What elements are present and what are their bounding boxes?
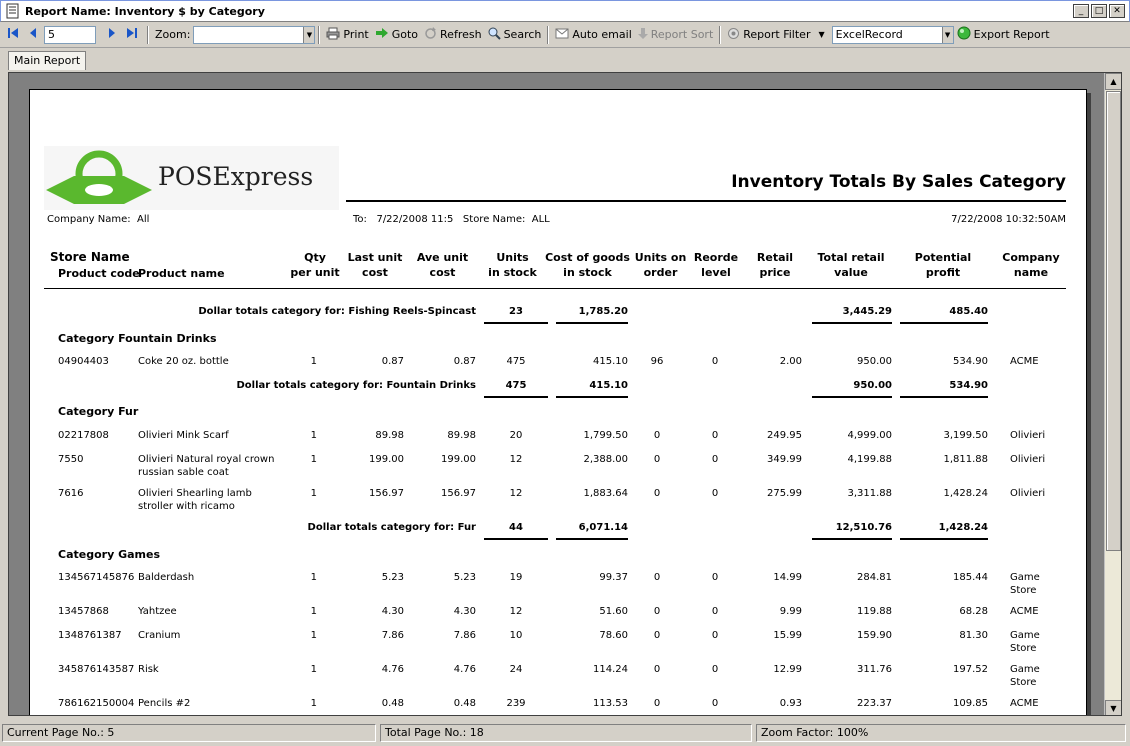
- logo-graphic-icon: [44, 146, 154, 210]
- total: 4,199.88: [847, 454, 892, 465]
- product-code: 134567145876: [58, 572, 135, 583]
- ave-cost: 4.76: [453, 664, 476, 675]
- filter-icon: [727, 27, 740, 43]
- retail: 9.99: [779, 606, 802, 617]
- cog: 114.24: [593, 664, 628, 675]
- report-sort-button[interactable]: [635, 24, 717, 46]
- auto-email-label: Auto email: [572, 28, 632, 41]
- window-title: Report Name: Inventory $ by Category: [25, 4, 265, 18]
- report-filter-label: Report Filter: [743, 28, 811, 41]
- toolbar: [0, 22, 1130, 48]
- product-code: 7616: [58, 488, 84, 499]
- auto-email-button[interactable]: [552, 24, 634, 46]
- category-heading: Category Fountain Drinks: [58, 332, 217, 345]
- retail: 15.99: [773, 630, 802, 641]
- search-label: Search: [503, 28, 542, 41]
- last-page-icon: [126, 27, 138, 42]
- product-code: 345876143587: [58, 664, 135, 675]
- profit: 197.52: [953, 664, 988, 675]
- company-filter: [47, 214, 149, 225]
- qty: 1: [310, 698, 317, 709]
- company-value: All: [136, 214, 150, 225]
- export-report-label: Export Report: [973, 28, 1050, 41]
- header-product-code: Product code: [58, 267, 140, 280]
- page-number-input[interactable]: [44, 26, 96, 44]
- company: Game: [1010, 664, 1040, 675]
- units: 475: [506, 356, 526, 367]
- to-value: 7/22/2008 11:5: [376, 214, 454, 225]
- units: 239: [506, 698, 526, 709]
- header-reorder: Reorde level: [693, 251, 739, 279]
- units: 20: [509, 430, 523, 441]
- cog: 1,799.50: [583, 430, 628, 441]
- total: 159.90: [857, 630, 892, 641]
- profit: 534.90: [953, 356, 988, 367]
- total: 4,999.00: [847, 430, 892, 441]
- total-profit: 534.90: [949, 380, 988, 391]
- printer-icon: [326, 27, 340, 43]
- scroll-down-icon[interactable]: ▼: [1105, 700, 1122, 716]
- zoom-factor-status: Zoom Factor: 100%: [756, 724, 1126, 742]
- company: ACME: [1010, 356, 1039, 367]
- units-order: 0: [653, 488, 661, 499]
- first-page-icon: [7, 27, 19, 42]
- chevron-down-icon: ▼: [942, 27, 953, 43]
- units-order: 0: [653, 664, 661, 675]
- last-cost: 4.76: [381, 664, 404, 675]
- cog: 2,388.00: [583, 454, 628, 465]
- product-code: 1348761387: [58, 630, 122, 641]
- qty: 1: [310, 356, 317, 367]
- total-retail: 3,445.29: [842, 306, 892, 317]
- sort-arrow-icon: [638, 27, 648, 43]
- report-title: Inventory Totals By Sales Category: [731, 172, 1066, 192]
- prev-page-icon: [28, 27, 38, 42]
- last-cost: 0.87: [381, 356, 404, 367]
- units: 24: [509, 664, 523, 675]
- export-format-select[interactable]: [832, 26, 954, 44]
- refresh-button[interactable]: [421, 24, 485, 46]
- next-page-button[interactable]: [104, 24, 123, 46]
- reorder: 0: [711, 488, 719, 499]
- qty: 1: [310, 488, 317, 499]
- total-retail: 950.00: [853, 380, 892, 391]
- tab-main-report[interactable]: Main Report: [8, 51, 86, 70]
- profit: 68.28: [959, 606, 988, 617]
- qty: 1: [310, 664, 317, 675]
- total-retail: 12,510.76: [835, 522, 892, 533]
- ave-cost: 0.48: [453, 698, 476, 709]
- profit: 1,811.88: [943, 454, 988, 465]
- qty: 1: [310, 606, 317, 617]
- title-bar: [0, 0, 1130, 22]
- units-order: 0: [653, 698, 661, 709]
- qty: 1: [310, 430, 317, 441]
- header-cost-goods: Cost of goods in stock: [545, 251, 630, 279]
- category-heading: Category Games: [58, 548, 160, 561]
- product-code: 02217808: [58, 430, 109, 441]
- minimize-button[interactable]: _: [1073, 4, 1089, 18]
- product-name: Cranium: [138, 630, 181, 641]
- ave-cost: 156.97: [441, 488, 476, 499]
- company: Olivieri: [1010, 454, 1046, 465]
- product-name: Yahtzee: [138, 606, 177, 617]
- reorder: 0: [711, 630, 719, 641]
- product-name: Coke 20 oz. bottle: [138, 356, 229, 367]
- units-order: 0: [653, 630, 661, 641]
- qty: 1: [310, 572, 317, 583]
- reorder: 0: [711, 606, 719, 617]
- units-order: 0: [653, 606, 661, 617]
- first-page-button[interactable]: [4, 24, 25, 46]
- product-name: Balderdash: [138, 572, 195, 583]
- units: 12: [509, 606, 523, 617]
- cog: 78.60: [599, 630, 628, 641]
- header-units-stock: Units in stock: [488, 251, 537, 279]
- header-total-retail: Total retail value: [817, 251, 885, 279]
- product-name: Risk: [138, 664, 159, 675]
- company: Olivieri: [1010, 430, 1046, 441]
- company: Game: [1010, 572, 1040, 583]
- report-sort-label: Report Sort: [650, 28, 714, 41]
- tab-strip: [0, 48, 1130, 70]
- goto-button[interactable]: [372, 24, 421, 46]
- units: 10: [509, 630, 523, 641]
- report-page: [29, 89, 1087, 716]
- last-cost: 5.23: [381, 572, 404, 583]
- report-filter-button[interactable]: [724, 24, 827, 46]
- search-button[interactable]: [485, 24, 545, 46]
- company-line2: Store: [1010, 585, 1037, 596]
- header-company: Company name: [1002, 251, 1060, 279]
- last-page-button[interactable]: [123, 24, 144, 46]
- export-report-button[interactable]: [954, 24, 1053, 46]
- total-profit: 1,428.24: [938, 522, 988, 533]
- units: 12: [509, 488, 523, 499]
- scroll-thumb[interactable]: [1106, 91, 1121, 551]
- last-cost: 89.98: [375, 430, 404, 441]
- total-label-fur: Dollar totals category for: Fur: [307, 522, 476, 533]
- logo-text: POSExpress: [158, 162, 314, 191]
- zoom-select[interactable]: [193, 26, 315, 44]
- total: 119.88: [857, 606, 892, 617]
- total-label-drinks: Dollar totals category for: Fountain Drinks: [236, 380, 476, 391]
- last-cost: 156.97: [369, 488, 404, 499]
- total-units: 44: [509, 522, 523, 533]
- green-orb-icon: [957, 26, 971, 43]
- header-ave-cost: Ave unit cost: [416, 251, 469, 279]
- total-cog: 415.10: [589, 380, 628, 391]
- total-cog: 1,785.20: [578, 306, 628, 317]
- ave-cost: 89.98: [447, 430, 476, 441]
- close-button[interactable]: ✕: [1109, 4, 1125, 18]
- retail: 12.99: [773, 664, 802, 675]
- qty: 1: [310, 630, 317, 641]
- product-name: Pencils #2: [138, 698, 191, 709]
- cog: 415.10: [593, 356, 628, 367]
- total: 223.37: [857, 698, 892, 709]
- units-order: 0: [653, 572, 661, 583]
- product-name: Olivieri Mink Scarf: [138, 430, 229, 441]
- reorder: 0: [711, 664, 719, 675]
- zoom-label: Zoom:: [155, 28, 191, 41]
- last-cost: 7.86: [381, 630, 404, 641]
- total: 3,311.88: [847, 488, 892, 499]
- cog: 113.53: [593, 698, 628, 709]
- arrow-right-icon: [375, 27, 389, 42]
- units-order: 0: [653, 430, 661, 441]
- ave-cost: 5.23: [453, 572, 476, 583]
- product-code: 04904403: [58, 356, 109, 367]
- product-name: Olivieri Natural royal crown: [138, 454, 275, 465]
- profit: 81.30: [959, 630, 988, 641]
- reorder: 0: [711, 430, 719, 441]
- total-units: 23: [509, 306, 523, 317]
- total: 284.81: [857, 572, 892, 583]
- printed-timestamp: 7/22/2008 10:32:50AM: [951, 214, 1066, 225]
- units-order: 96: [650, 356, 664, 367]
- print-button[interactable]: [323, 24, 371, 46]
- email-icon: [555, 28, 569, 42]
- units-order: 0: [653, 454, 661, 465]
- report-app-icon: [5, 3, 21, 19]
- profit: 3,199.50: [943, 430, 988, 441]
- total: 311.76: [857, 664, 892, 675]
- product-code: 7550: [58, 454, 84, 465]
- last-cost: 4.30: [381, 606, 404, 617]
- company-logo: [44, 146, 339, 210]
- retail: 275.99: [767, 488, 802, 499]
- chevron-down-icon: ▼: [303, 27, 314, 43]
- status-bar: [0, 722, 1130, 746]
- product-name: Olivieri Shearling lamb: [138, 488, 252, 499]
- ave-cost: 0.87: [453, 356, 476, 367]
- print-label: Print: [343, 28, 369, 41]
- product-code: 13457868: [58, 606, 109, 617]
- refresh-label: Refresh: [440, 28, 482, 41]
- total-label-spincast: Dollar totals category for: Fishing Reels-Spincast: [198, 306, 476, 317]
- report-viewer[interactable]: [8, 72, 1122, 716]
- header-store-name: Store Name: [50, 250, 130, 264]
- retail: 14.99: [773, 572, 802, 583]
- reorder: 0: [711, 356, 719, 367]
- reorder: 0: [711, 698, 719, 709]
- retail: 2.00: [779, 356, 802, 367]
- last-cost: 0.48: [381, 698, 404, 709]
- total-units: 475: [505, 380, 527, 391]
- total-profit: 485.40: [949, 306, 988, 317]
- company: ACME: [1010, 698, 1039, 709]
- scroll-up-icon[interactable]: ▲: [1105, 73, 1122, 90]
- vertical-scrollbar[interactable]: [1104, 73, 1121, 716]
- ave-cost: 7.86: [453, 630, 476, 641]
- company: Game: [1010, 630, 1040, 641]
- header-retail: Retail price: [756, 251, 794, 279]
- company: ACME: [1010, 606, 1039, 617]
- company-line2: Store: [1010, 677, 1037, 688]
- reorder: 0: [711, 572, 719, 583]
- header-profit: Potential profit: [914, 251, 972, 279]
- header-last-cost: Last unit cost: [347, 251, 403, 279]
- product-name-line2: stroller with ricamo: [138, 501, 235, 512]
- retail: 0.93: [779, 698, 802, 709]
- retail: 349.99: [767, 454, 802, 465]
- refresh-icon: [424, 27, 437, 43]
- reorder: 0: [711, 454, 719, 465]
- cog: 1,883.64: [583, 488, 628, 499]
- ave-cost: 4.30: [453, 606, 476, 617]
- company-line2: Store: [1010, 643, 1037, 654]
- cog: 51.60: [599, 606, 628, 617]
- qty: 1: [310, 454, 317, 465]
- store-value: ALL: [531, 214, 550, 225]
- export-format-value: ExcelRecord: [835, 27, 903, 41]
- current-page-status: Current Page No.: 5: [2, 724, 376, 742]
- retail: 249.95: [767, 430, 802, 441]
- header-units-order: Units on order: [634, 251, 687, 279]
- prev-page-button[interactable]: [25, 24, 44, 46]
- header-qty: Qty per unit: [290, 251, 340, 279]
- total-pages-status: Total Page No.: 18: [380, 724, 752, 742]
- units: 19: [509, 572, 523, 583]
- goto-label: Goto: [391, 28, 419, 41]
- store-label: Store Name:: [462, 214, 526, 225]
- to-label: To:: [353, 214, 367, 225]
- product-code: 786162150004: [58, 698, 135, 709]
- company-label: Company Name:: [47, 214, 131, 225]
- cog: 99.37: [599, 572, 628, 583]
- search-icon: [488, 27, 501, 43]
- header-product-name: Product name: [138, 267, 225, 280]
- last-cost: 199.00: [369, 454, 404, 465]
- chevron-down-icon: ▼: [818, 30, 825, 39]
- date-filter: [353, 214, 550, 225]
- company: Olivieri: [1010, 488, 1046, 499]
- units: 12: [509, 454, 523, 465]
- maximize-button[interactable]: □: [1091, 4, 1107, 18]
- ave-cost: 199.00: [441, 454, 476, 465]
- next-page-icon: [107, 27, 117, 42]
- product-name-line2: russian sable coat: [138, 467, 229, 478]
- profit: 109.85: [953, 698, 988, 709]
- total-cog: 6,071.14: [578, 522, 628, 533]
- category-heading: Category Fur: [58, 405, 139, 418]
- profit: 1,428.24: [943, 488, 988, 499]
- total: 950.00: [857, 356, 892, 367]
- profit: 185.44: [953, 572, 988, 583]
